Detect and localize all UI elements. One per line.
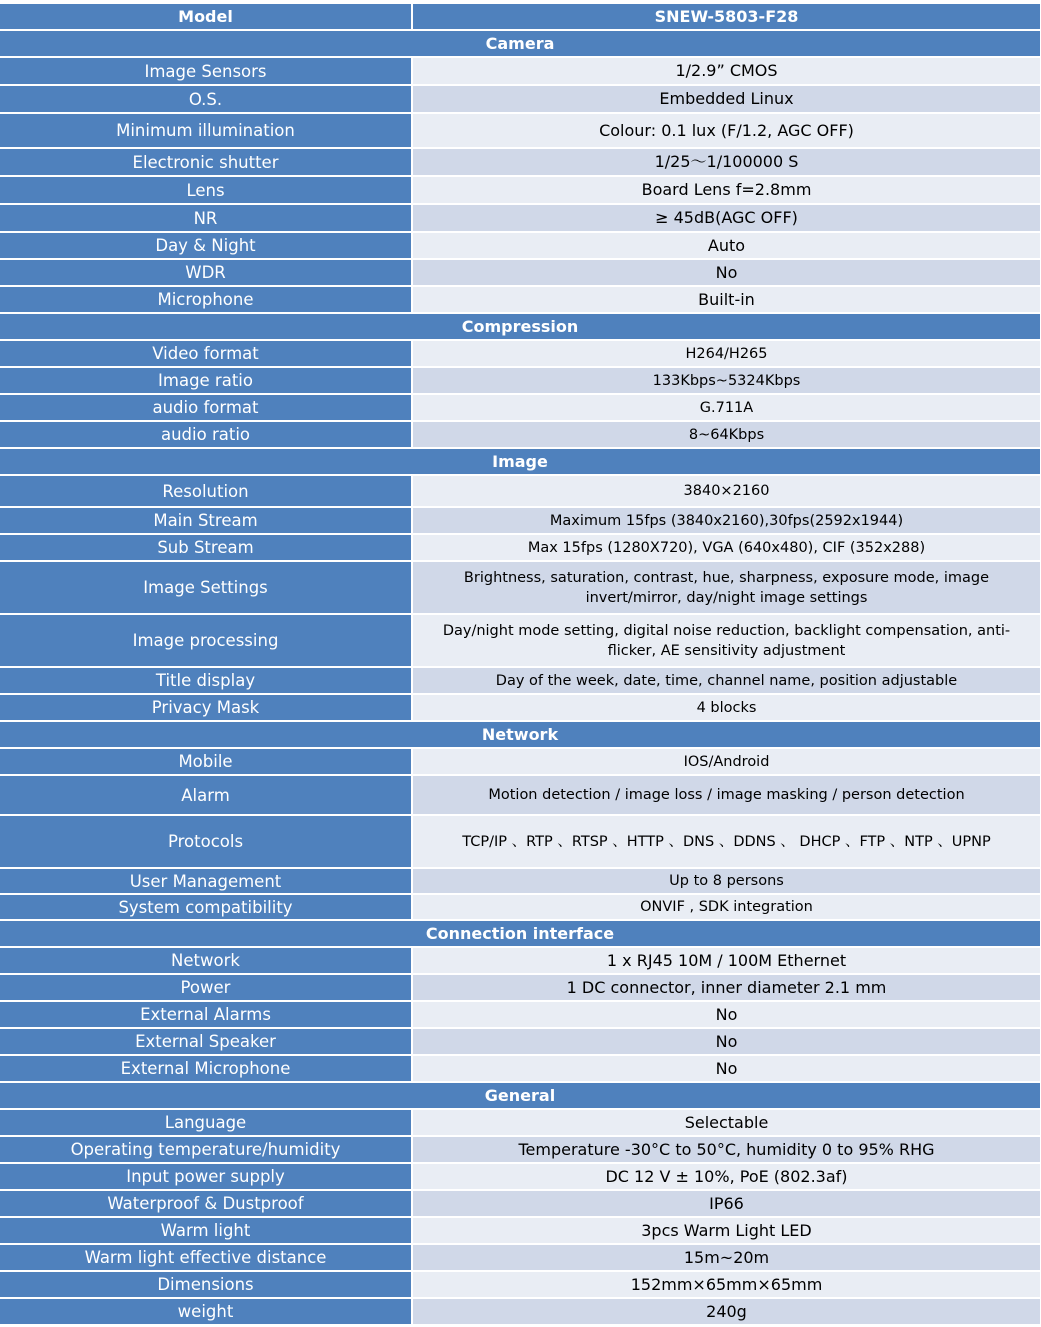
spec-row — [0, 205, 1040, 231]
spec-value: No — [413, 1056, 1040, 1081]
spec-label: Image Settings — [0, 562, 413, 613]
spec-row — [0, 695, 1040, 720]
spec-label: Resolution — [0, 476, 413, 506]
spec-value: Maximum 15fps (3840x2160),30fps(2592x1944) — [413, 508, 1040, 533]
spec-value: No — [413, 1002, 1040, 1027]
spec-label: Waterproof & Dustproof — [0, 1191, 413, 1216]
spec-value: ONVIF , SDK integration — [413, 895, 1040, 919]
spec-label: Microphone — [0, 287, 413, 312]
spec-value: DC 12 V ± 10%, PoE (802.3af) — [413, 1164, 1040, 1189]
spec-value: TCP/IP 、RTP 、RTSP 、HTTP 、DNS 、DDNS 、 DHCP 、FTP 、NTP 、UPNP — [413, 816, 1040, 867]
spec-label: Sub Stream — [0, 535, 413, 560]
spec-row — [0, 1056, 1040, 1081]
spec-value: Up to 8 persons — [413, 869, 1040, 893]
spec-value: No — [413, 1029, 1040, 1054]
spec-label: Title display — [0, 668, 413, 693]
spec-value: ≥ 45dB(AGC OFF) — [413, 205, 1040, 231]
spec-value: 4 blocks — [413, 695, 1040, 720]
spec-row — [0, 233, 1040, 258]
spec-value: 1 x RJ45 10M / 100M Ethernet — [413, 948, 1040, 973]
spec-row — [0, 869, 1040, 893]
header-row — [0, 4, 1040, 29]
spec-label: Dimensions — [0, 1272, 413, 1297]
spec-row — [0, 368, 1040, 393]
spec-label: Minimum illumination — [0, 114, 413, 147]
spec-label: External Alarms — [0, 1002, 413, 1027]
spec-row — [0, 948, 1040, 973]
spec-row — [0, 1191, 1040, 1216]
spec-row — [0, 535, 1040, 560]
section-title: Connection interface — [0, 921, 1040, 946]
spec-label: Warm light — [0, 1218, 413, 1243]
section-title: Image — [0, 449, 1040, 474]
spec-value: Max 15fps (1280X720), VGA (640x480), CIF (352x288) — [413, 535, 1040, 560]
section-title: Camera — [0, 31, 1040, 56]
section-header — [0, 31, 1040, 56]
spec-label: Privacy Mask — [0, 695, 413, 720]
spec-value: Brightness, saturation, contrast, hue, sharpness, exposure mode, image invert/mirror, day/night image settings — [413, 562, 1040, 613]
spec-label: Day & Night — [0, 233, 413, 258]
spec-value: Auto — [413, 233, 1040, 258]
spec-row — [0, 476, 1040, 506]
spec-label: Lens — [0, 177, 413, 203]
spec-label: User Management — [0, 869, 413, 893]
section-title: General — [0, 1083, 1040, 1108]
section-header — [0, 314, 1040, 339]
model-number: SNEW-5803-F28 — [413, 4, 1040, 29]
spec-value: Day/night mode setting, digital noise reduction, backlight compensation, anti-flicker, AE sensitivity adjustment — [413, 615, 1040, 666]
spec-label: Protocols — [0, 816, 413, 867]
spec-label: Operating temperature/humidity — [0, 1137, 413, 1162]
spec-row — [0, 260, 1040, 285]
spec-label: audio format — [0, 395, 413, 420]
spec-row — [0, 1272, 1040, 1297]
spec-value: Day of the week, date, time, channel name, position adjustable — [413, 668, 1040, 693]
spec-row — [0, 508, 1040, 533]
spec-value: Temperature -30°C to 50°C, humidity 0 to 95% RHG — [413, 1137, 1040, 1162]
spec-table — [0, 4, 1040, 1324]
spec-label: Image processing — [0, 615, 413, 666]
spec-row — [0, 776, 1040, 814]
spec-label: Network — [0, 948, 413, 973]
spec-row — [0, 177, 1040, 203]
spec-label: NR — [0, 205, 413, 231]
spec-row — [0, 1002, 1040, 1027]
spec-value: IOS/Android — [413, 749, 1040, 774]
spec-label: Mobile — [0, 749, 413, 774]
spec-row — [0, 287, 1040, 312]
spec-row — [0, 615, 1040, 666]
spec-row — [0, 1029, 1040, 1054]
section-title: Compression — [0, 314, 1040, 339]
spec-label: Input power supply — [0, 1164, 413, 1189]
spec-value: H264/H265 — [413, 341, 1040, 366]
spec-row — [0, 1164, 1040, 1189]
spec-row — [0, 562, 1040, 613]
spec-value: IP66 — [413, 1191, 1040, 1216]
spec-value: Board Lens f=2.8mm — [413, 177, 1040, 203]
spec-value: 8~64Kbps — [413, 422, 1040, 447]
spec-row — [0, 86, 1040, 112]
spec-value: Motion detection / image loss / image masking / person detection — [413, 776, 1040, 814]
spec-row — [0, 58, 1040, 84]
spec-row — [0, 1245, 1040, 1270]
spec-label: Main Stream — [0, 508, 413, 533]
spec-label: O.S. — [0, 86, 413, 112]
spec-row — [0, 749, 1040, 774]
spec-row — [0, 149, 1040, 175]
spec-value: Built-in — [413, 287, 1040, 312]
spec-value: Selectable — [413, 1110, 1040, 1135]
spec-label: Electronic shutter — [0, 149, 413, 175]
spec-row — [0, 1110, 1040, 1135]
header-label: Model — [0, 4, 413, 29]
spec-label: Image Sensors — [0, 58, 413, 84]
spec-value: 3840×2160 — [413, 476, 1040, 506]
section-header — [0, 921, 1040, 946]
spec-label: audio ratio — [0, 422, 413, 447]
spec-row — [0, 114, 1040, 147]
spec-row — [0, 1137, 1040, 1162]
spec-row — [0, 1299, 1040, 1324]
spec-row — [0, 422, 1040, 447]
spec-value: 1/2.9” CMOS — [413, 58, 1040, 84]
spec-value: 1/25～1/100000 S — [413, 149, 1040, 175]
spec-row — [0, 816, 1040, 867]
spec-value: No — [413, 260, 1040, 285]
spec-row — [0, 668, 1040, 693]
spec-label: Image ratio — [0, 368, 413, 393]
spec-row — [0, 341, 1040, 366]
spec-row — [0, 1218, 1040, 1243]
spec-label: weight — [0, 1299, 413, 1324]
spec-value: 15m~20m — [413, 1245, 1040, 1270]
spec-label: External Speaker — [0, 1029, 413, 1054]
spec-row — [0, 975, 1040, 1000]
spec-value: G.711A — [413, 395, 1040, 420]
section-header — [0, 722, 1040, 747]
spec-value: 240g — [413, 1299, 1040, 1324]
spec-label: Video format — [0, 341, 413, 366]
spec-value: 133Kbps~5324Kbps — [413, 368, 1040, 393]
spec-row — [0, 395, 1040, 420]
spec-label: Alarm — [0, 776, 413, 814]
spec-value: 3pcs Warm Light LED — [413, 1218, 1040, 1243]
spec-value: Colour: 0.1 lux (F/1.2, AGC OFF) — [413, 114, 1040, 147]
spec-label: System compatibility — [0, 895, 413, 919]
spec-value: 1 DC connector, inner diameter 2.1 mm — [413, 975, 1040, 1000]
section-header — [0, 1083, 1040, 1108]
spec-label: Warm light effective distance — [0, 1245, 413, 1270]
spec-label: External Microphone — [0, 1056, 413, 1081]
spec-value: 152mm×65mm×65mm — [413, 1272, 1040, 1297]
section-header — [0, 449, 1040, 474]
spec-value: Embedded Linux — [413, 86, 1040, 112]
spec-label: WDR — [0, 260, 413, 285]
section-title: Network — [0, 722, 1040, 747]
spec-label: Power — [0, 975, 413, 1000]
spec-row — [0, 895, 1040, 919]
spec-label: Language — [0, 1110, 413, 1135]
